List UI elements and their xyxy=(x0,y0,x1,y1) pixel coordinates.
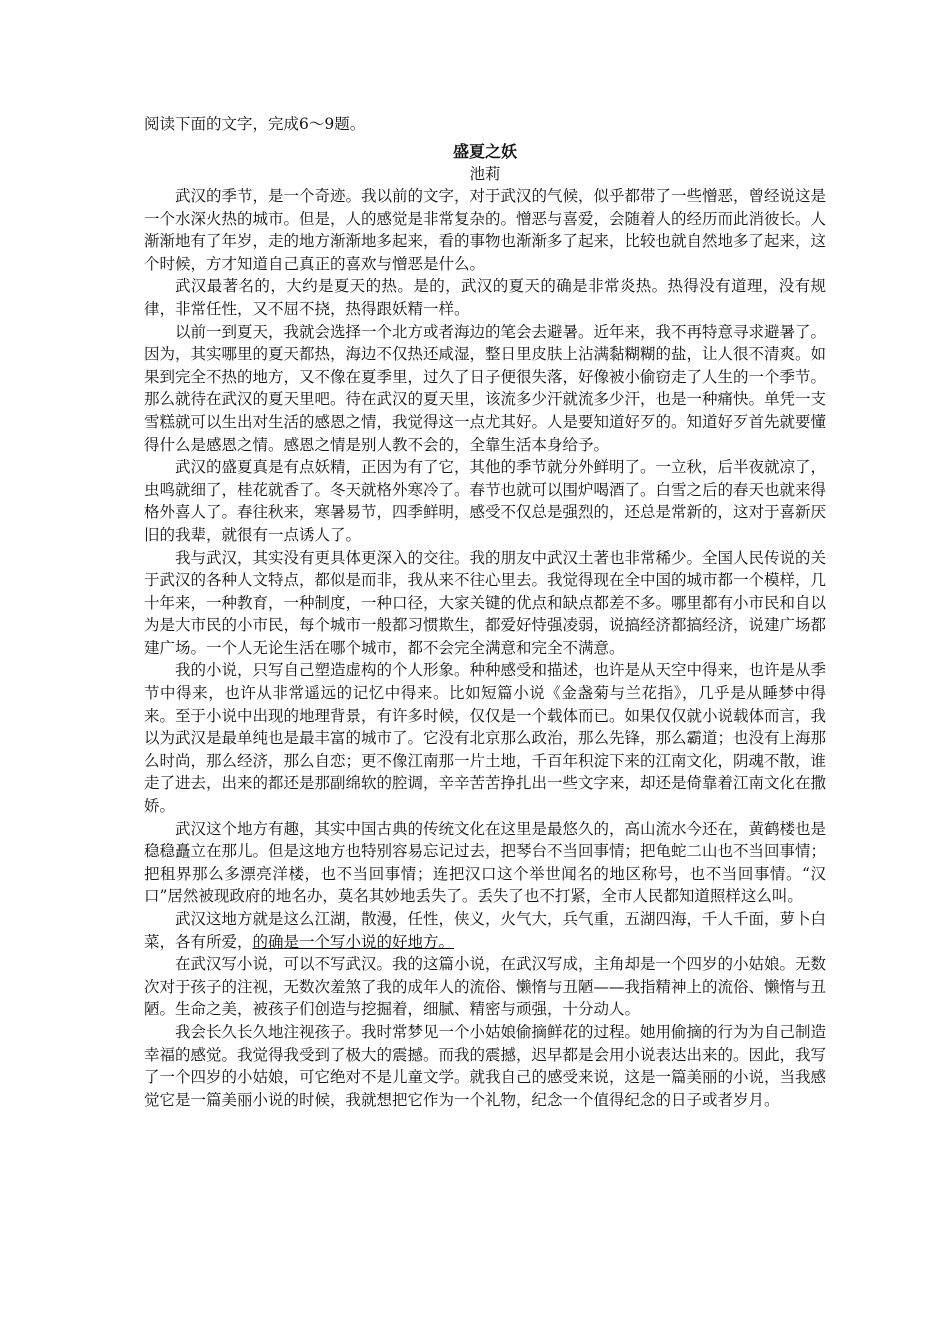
paragraph-10: 我会长久长久地注视孩子。我时常梦见一个小姑娘偷摘鲜花的过程。她用偷摘的行为为自己制造幸福的感觉。我觉得我受到了极大的震撼。而我的震撼，迟早都是会用小说表达出来的。因此，我写了一个四岁的小姑娘，可它绝对不是儿童文学。就我自己的感受来说，这是一篇美丽的小说，当我感觉它是一篇美丽小说的时候，我就想把它作为一个礼物，纪念一个值得纪念的日子或者岁月。 xyxy=(144,1022,827,1109)
paragraph-8-text: 武汉这地方就是这么江湖，散漫，任性，侠义，火气大，兵气重，五湖四海，千人千面，萝卜白菜，各有所爱， xyxy=(144,910,827,951)
underlined-sentence: 的确是一个写小说的好地方。 xyxy=(252,932,455,951)
paragraph-7: 武汉这个地方有趣，其实中国古典的传统文化在这里是最悠久的，高山流水今还在，黄鹤楼也是稳稳矗立在那儿。但是这地方也特别容易忘记过去，把琴台不当回事情；把龟蛇二山也不当回事情；把租界那么多漂亮洋楼，也不当回事情；连把汉口这个举世闻名的地区称号，也不当回事情。“汉口”居然被现政府的地名办，莫名其妙地丢失了。丢失了也不打紧，全市人民都知道照样这么叫。 xyxy=(144,819,827,906)
paragraph-4: 武汉的盛夏真是有点妖精，正因为有了它，其他的季节就分外鲜明了。一立秋，后半夜就凉了，虫鸣就细了，桂花就香了。冬天就格外寒冷了。春节也就可以围炉喝酒了。白雪之后的春天也就来得格外喜人了。春往秋来，寒暑易节，四季鲜明，感受不仅总是强烈的，还总是常新的，这对于喜新厌旧的我辈，就很有一点诱人了。 xyxy=(144,458,827,544)
paragraph-1: 武汉的季节，是一个奇迹。我以前的文字，对于武汉的气候，似乎都带了一些憎恶，曾经说这是一个水深火热的城市。但是，人的感觉是非常复杂的。憎恶与喜爱，会随着人的经历而此消彼长。人渐渐地有了年岁，走的地方渐渐地多起来，看的事物也渐渐多了起来，比较也就自然地多了起来，这个时候，方才知道自己真正的喜欢与憎恶是什么。 xyxy=(144,187,827,273)
paragraph-3: 以前一到夏天，我就会选择一个北方或者海边的笔会去避暑。近年来，我不再特意寻求避暑了。因为，其实哪里的夏天都热，海边不仅热还咸湿，整日里皮肤上沾满黏糊糊的盐，让人很不清爽。如果到完全不热的地方，又不像在夏季里，过久了日子便很失落，好像被小偷窃走了人生的一个季节。那么就待在武汉的夏天里吧。待在武汉的夏天里，该流多少汗就流多少汗，也是一种痛快。单凭一支雪糕就可以生出对生活的感恩之情，我觉得这一点尤其好。人是要知道好歹的。知道好歹首先就要懂得什么是感恩之情。感恩之情是别人教不会的，全靠生活本身给予。 xyxy=(144,322,827,454)
paragraph-8 xyxy=(144,908,826,953)
paragraph-5: 我与武汉，其实没有更具体更深入的交往。我的朋友中武汉土著也非常稀少。全国人民传说的关于武汉的各种人文特点，都似是而非，我从来不往心里去。我觉得现在全中国的城市都一个模样，几十年来，一种教育，一种制度，一种口径，大家关键的优点和缺点都差不多。哪里都有小市民和自以为是大市民的小市民，每个城市一般都习惯欺生，都爱好恃强凌弱，说搞经济都搞经济，说建广场都建广场。一个人无论生活在哪个城市，都不会完全满意和完全不满意。 xyxy=(144,548,827,657)
article-title: 盛夏之妖 xyxy=(452,142,517,161)
article-author: 池莉 xyxy=(469,165,501,183)
paragraph-9: 在武汉写小说，可以不写武汉。我的这篇小说，在武汉写成，主角却是一个四岁的小姑娘。无数次对于孩子的注视，无数次羞煞了我的成年人的流俗、懒惰与丑陋——我指精神上的流俗、懒惰与丑陋。生命之美，被孩子们创造与挖掘着，细腻、精密与顽强，十分动人。 xyxy=(144,955,827,1019)
paragraph-2: 武汉最著名的，大约是夏天的热。是的，武汉的夏天的确是非常炎热。热得没有道理，没有规律，非常任性，又不屈不挠，热得跟妖精一样。 xyxy=(144,277,826,318)
document-page xyxy=(144,113,826,1111)
paragraph-6: 我的小说，只写自己塑造虚构的个人形象。种种感受和描述，也许是从天空中得来，也许是从季节中得来，也许从非常遥远的记忆中得来。比如短篇小说《金盏菊与兰花指》，几乎是从睡梦中得来。至于小说中出现的地理背景，有许多时候，仅仅是一个载体而已。如果仅仅就小说载体而言，我以为武汉是最单纯也是最丰富的城市了。它没有北京那么政治，那么先锋，那么霸道；也没有上海那么时尚，那么经济，那么自恋；更不像江南那一片土地，千百年积淀下来的江南文化，阴魂不散，谁走了进去，出来的都还是那副绵软的腔调，辛辛苦苦挣扎出一些文字来，却还是倚靠着江南文化在撒娇。 xyxy=(144,661,827,816)
question-instruction: 阅读下面的文字，完成6～9题。 xyxy=(144,115,366,133)
